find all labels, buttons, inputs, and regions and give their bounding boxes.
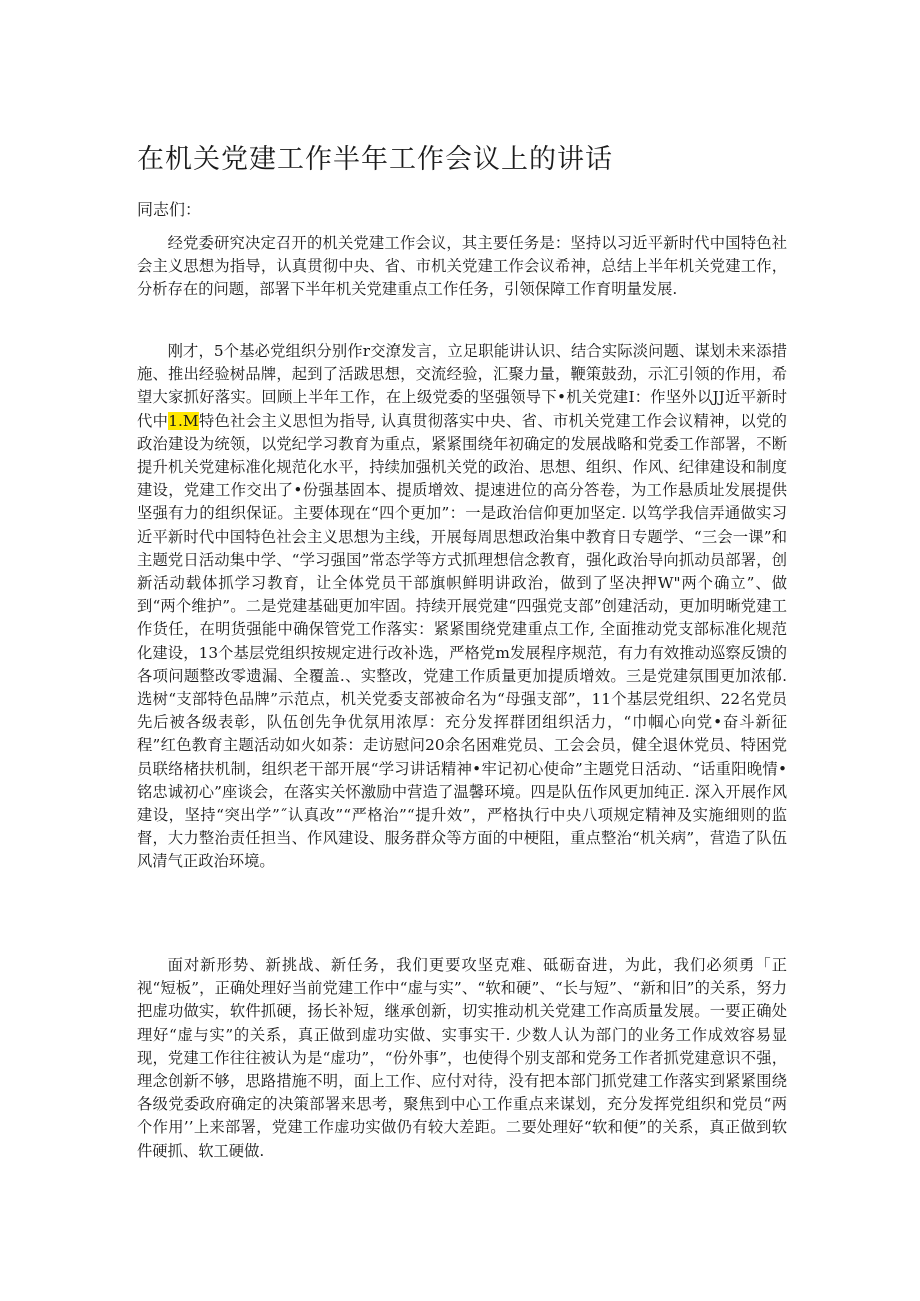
paragraph-3: 面对新形势、新挑战、新任务，我们更要攻坚克难、砥砺奋进，为此，我们必须勇「正视“短板”，正确处理好当前党建工作中“虚与实”、“软和硬”、“长与短”、“新和旧”的关系，努力把虚功做实，软件抓硬，扬长补短，继承创新，切实推动机关党建工作高质量发展。一要正确处理好“虚与实”的关系，真正做到虚功实做、实事实干. 少数人认为部门的业务工作成效容易显现，党建工作往往被认为是“虚功”，“份外事”，也使得个别支部和党务工作者抓党建意识不强，理念创新不够，思路措施不明，面上工作、应付对待，没有把本部门抓党建工作落实到紧紧围绕各级党委政府确定的决策部署来思考，聚焦到中心工作重点来谋划，充分发挥党组织和党员“两个作用’’上来部署，党建工作虚功实做仍有较大差距。二要处理好“软和便”的关系，真正做到软件硬抓、软工硬做. xyxy=(137,956,787,1160)
highlighted-text: 1.M xyxy=(168,411,199,430)
salutation: 同志们： xyxy=(137,200,202,219)
paragraph-2-part-b: 特色社会主义思怛为指导, 认真贯彻落实中央、省、市机关党建工作会议精神，以党的政治建设为统领，以党纪学习教育为重点，紧紧围绕年初确定的发展战略和党委工作部署，不断提升机关党建标准化规范化水平，持续加强机关党的政治、思想、组织、作风、纪律建设和制度建设，党建工作交出了•份强基固本、提质增效、提速进位的高分答卷，为工作悬质址发展提供坚强有力的组织保证。主要体现在“四个更加”：一是政治信仰更加坚定. 以笃学我信弄通做实习近平新时代中国特色社会主义思想为主线，开展每周思想政治集中教育日专题学、“三会一课”和主题党日活动集中学、“学习强国”常态学等方式抓理想信念教育，强化政治导向抓动员部署，创新活动载体抓学习教育，让全体党员干部旗帜鲜明讲政治，做到了坚决押W"两个确立”、做到“两个维护”。二是党建基础更加牢固。持续开展党建“四强党支部”创建活动，更加明晰党建工作货任，在明货强能中确保管党工作落实：紧紧围绕党建重点工作, 全面推动党支部标准化规范化建设，13个基层党组织按规定进行改补选，严格党m发展程序规范，有力有效推动巡察反馈的各项问题整改零遗漏、全覆盖.、实整改，党建工作质量更加提质增效。三是党建氛围更加浓郁. 选树“支部特色品牌”示范点，机关党委支部被命名为“母强支部”，11个基层党组织、22名党员先后被各级表彰，队伍创先争优氛用浓厚：充分发挥群团组织活力，“巾帼心向党•奋斗新征程”红色教育主题活动如火如荼：走访慰问20余名困难党员、工会会员，健全退休党员、特困党员联络楮扶机制，组织老干部开展“学习讲话精神•牢记初心使命”主题党日活动、“话重阳晚情•铭忠诚初心”座谈会，在落实关怀激励中营造了温馨环境。四是队伍作风更加纯正. 深入开展作风建设，坚持“突出学”˝认真改”“严格治”“提升效”，严格执行中央八项规定精神及实施细则的监督，大力整治责任担当、作风建设、服务群众等方面的中梗阻，重点整治“机关病”，营造了队伍风清气正政治环境。 xyxy=(137,411,787,871)
paragraph-2 xyxy=(137,340,787,874)
document-title: 在机关党建工作半年工作会议上的讲话 xyxy=(137,144,613,175)
paragraph-2-part-a: 刚才，5个基必党组织分别作r交潦发言，立足职能讲认识、结合实际淡问题、谋划未来添措施、推出经验树品牌，起到了活跋思想，交流经验，汇聚力量，鞭策鼓劲，示汇引领的作用，希望大家抓好落实。回顾上半年工作，在上级党委的坚强领导下•机关党建I：作坚外以JJ近平新时代中 xyxy=(137,342,787,430)
paragraph-1: 经党委研究决定召开的机关党建工作会议，其主要任务是：坚持以习近平新时代中国特色社会主义思想为指导，认真贯彻中央、省、市机关党建工作会议希神，总结上半年机关党建工作，分析存在的问题，部署下半年机关党建重点工作任务，引领保障工作育明量发展. xyxy=(137,234,787,299)
